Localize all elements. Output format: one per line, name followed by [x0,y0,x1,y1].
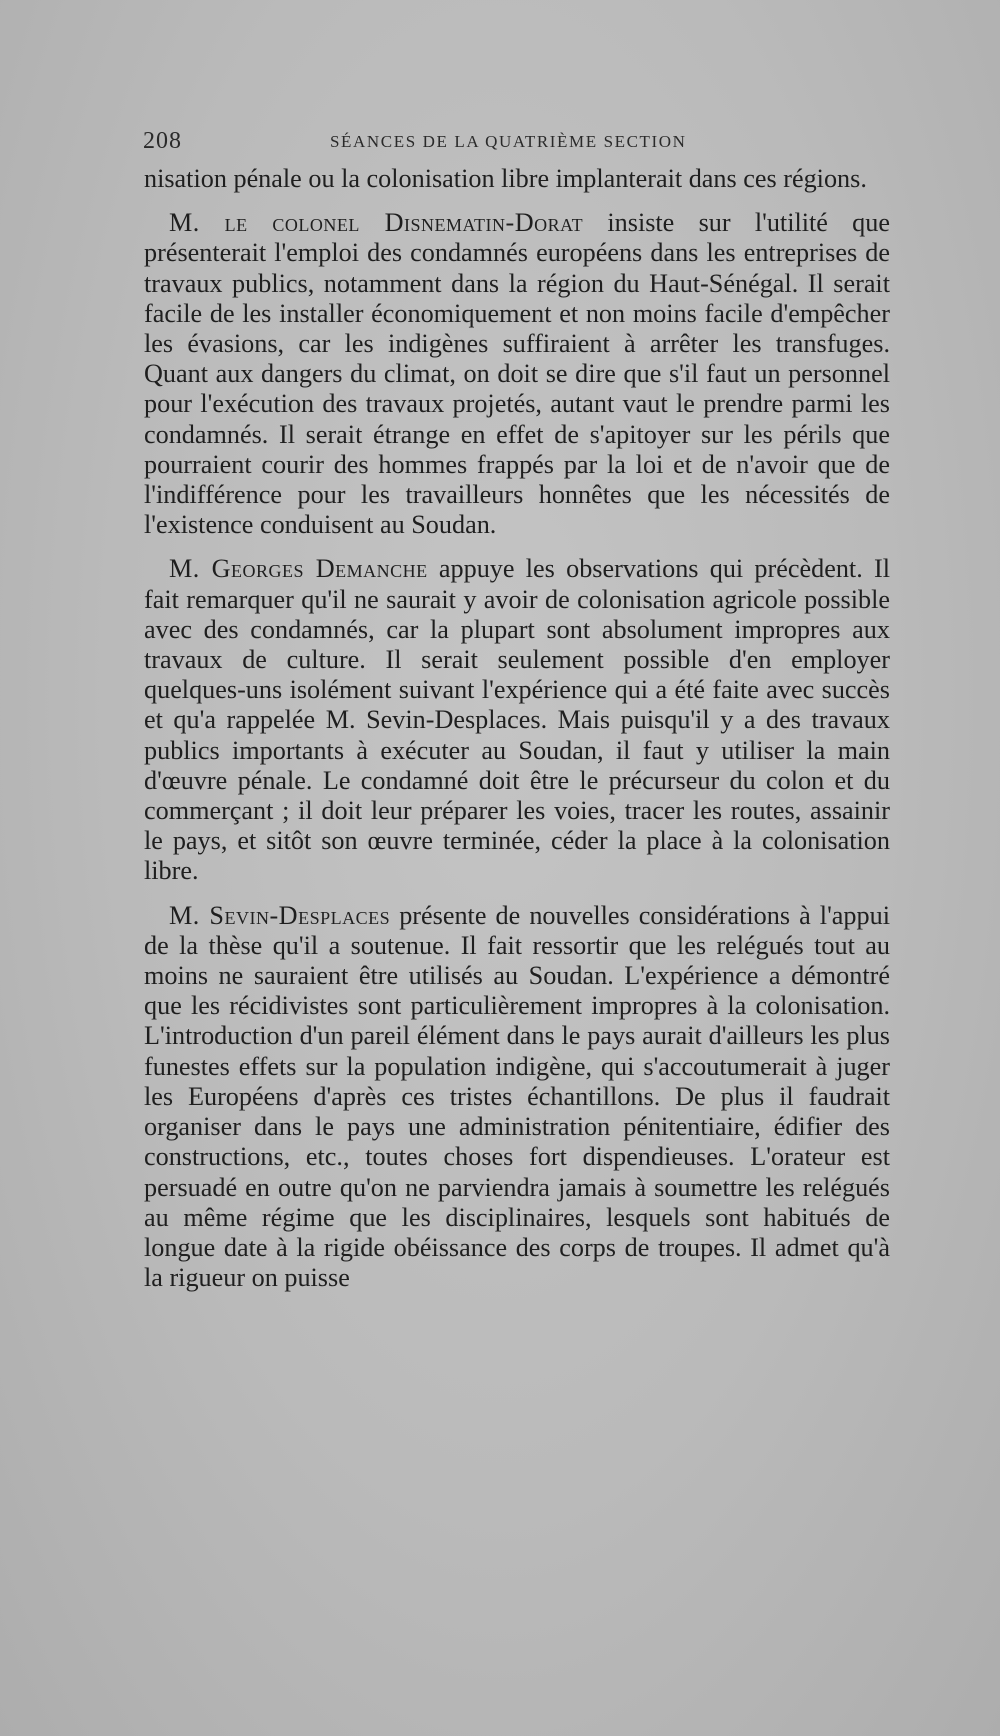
body-text [144,164,890,1293]
running-title: SÉANCES DE LA QUATRIÈME SECTION [330,132,687,151]
paragraph-text: nisation pénale ou la colonisation libre implanterait dans ces régions. [144,164,867,193]
page-header [143,128,703,156]
page-number: 208 [143,128,182,154]
paragraph-disnematin-dorat [144,208,890,540]
speaker-name: M. le colonel Disnematin-Dorat [169,208,584,238]
paragraph-text: présente de nouvelles considérations à l'appui de la thèse qu'il a soutenue. Il fait ressortir que les relégués tout au moins ne sauraient être utilisés au Soudan. L'expérience a démontré que les récidivistes sont particulièrement impropres à la colonisation. L'introduction d'un pareil élément dans le pays aurait d'ailleurs les plus funestes effets sur la population indigène, qui s'accoutumerait à juger les Européens d'après ces tristes échantillons. De plus il faudrait organiser dans le pays une administration pénitentiaire, édifier des constructions, etc., toutes choses fort dispendieuses. L'orateur est persuadé en outre qu'on ne parviendra jamais à soumettre les relégués au même régime que les disciplinaires, lesquels sont habitués de longue date à la rigide obéissance des corps de troupes. Il admet qu'à la rigueur on puisse [144,900,890,1293]
speaker-name: M. Sevin-Desplaces [169,900,391,930]
paragraph-sevin-desplaces [144,901,890,1294]
paragraph-text: insiste sur l'utilité que présenterait l'emploi des condamnés européens dans les entreprises de travaux publics, notamment dans la région du Haut-Sénégal. Il serait facile de les installer économiquement et non moins facile d'empêcher les évasions, car les indigènes suffiraient à arrêter les transfuges. Quant aux dangers du climat, on doit se dire que s'il faut un personnel pour l'exécution des travaux projetés, autant vaut le prendre parmi les condamnés. Il serait étrange en effet de s'apitoyer sur les périls que pourraient courir des hommes frappés par la loi et de n'avoir que de l'indifférence pour les travailleurs honnêtes que les nécessités de l'existence conduisent au Soudan. [144,208,890,540]
paragraph-text: appuye les observations qui précèdent. Il fait remarquer qu'il ne saurait y avoir de colonisation agricole possible avec des condamnés, car la plupart sont absolument impropres aux travaux de culture. Il serait seulement possible d'en employer quelques-uns isolément suivant l'expérience qui a été faite avec succès et qu'a rappelée M. Sevin-Desplaces. Mais puisqu'il y a des travaux publics importants à exécuter au Soudan, il faut y utiliser la main d'œuvre pénale. Le condamné doit être le précurseur du colon et du commerçant ; il doit leur préparer les voies, tracer les routes, assainir le pays, et sitôt son œuvre terminée, céder la place à la colonisation libre. [144,554,890,886]
paragraph-continuation [144,164,890,194]
speaker-name: M. Georges Demanche [169,554,428,584]
paragraph-demanche [144,554,890,886]
